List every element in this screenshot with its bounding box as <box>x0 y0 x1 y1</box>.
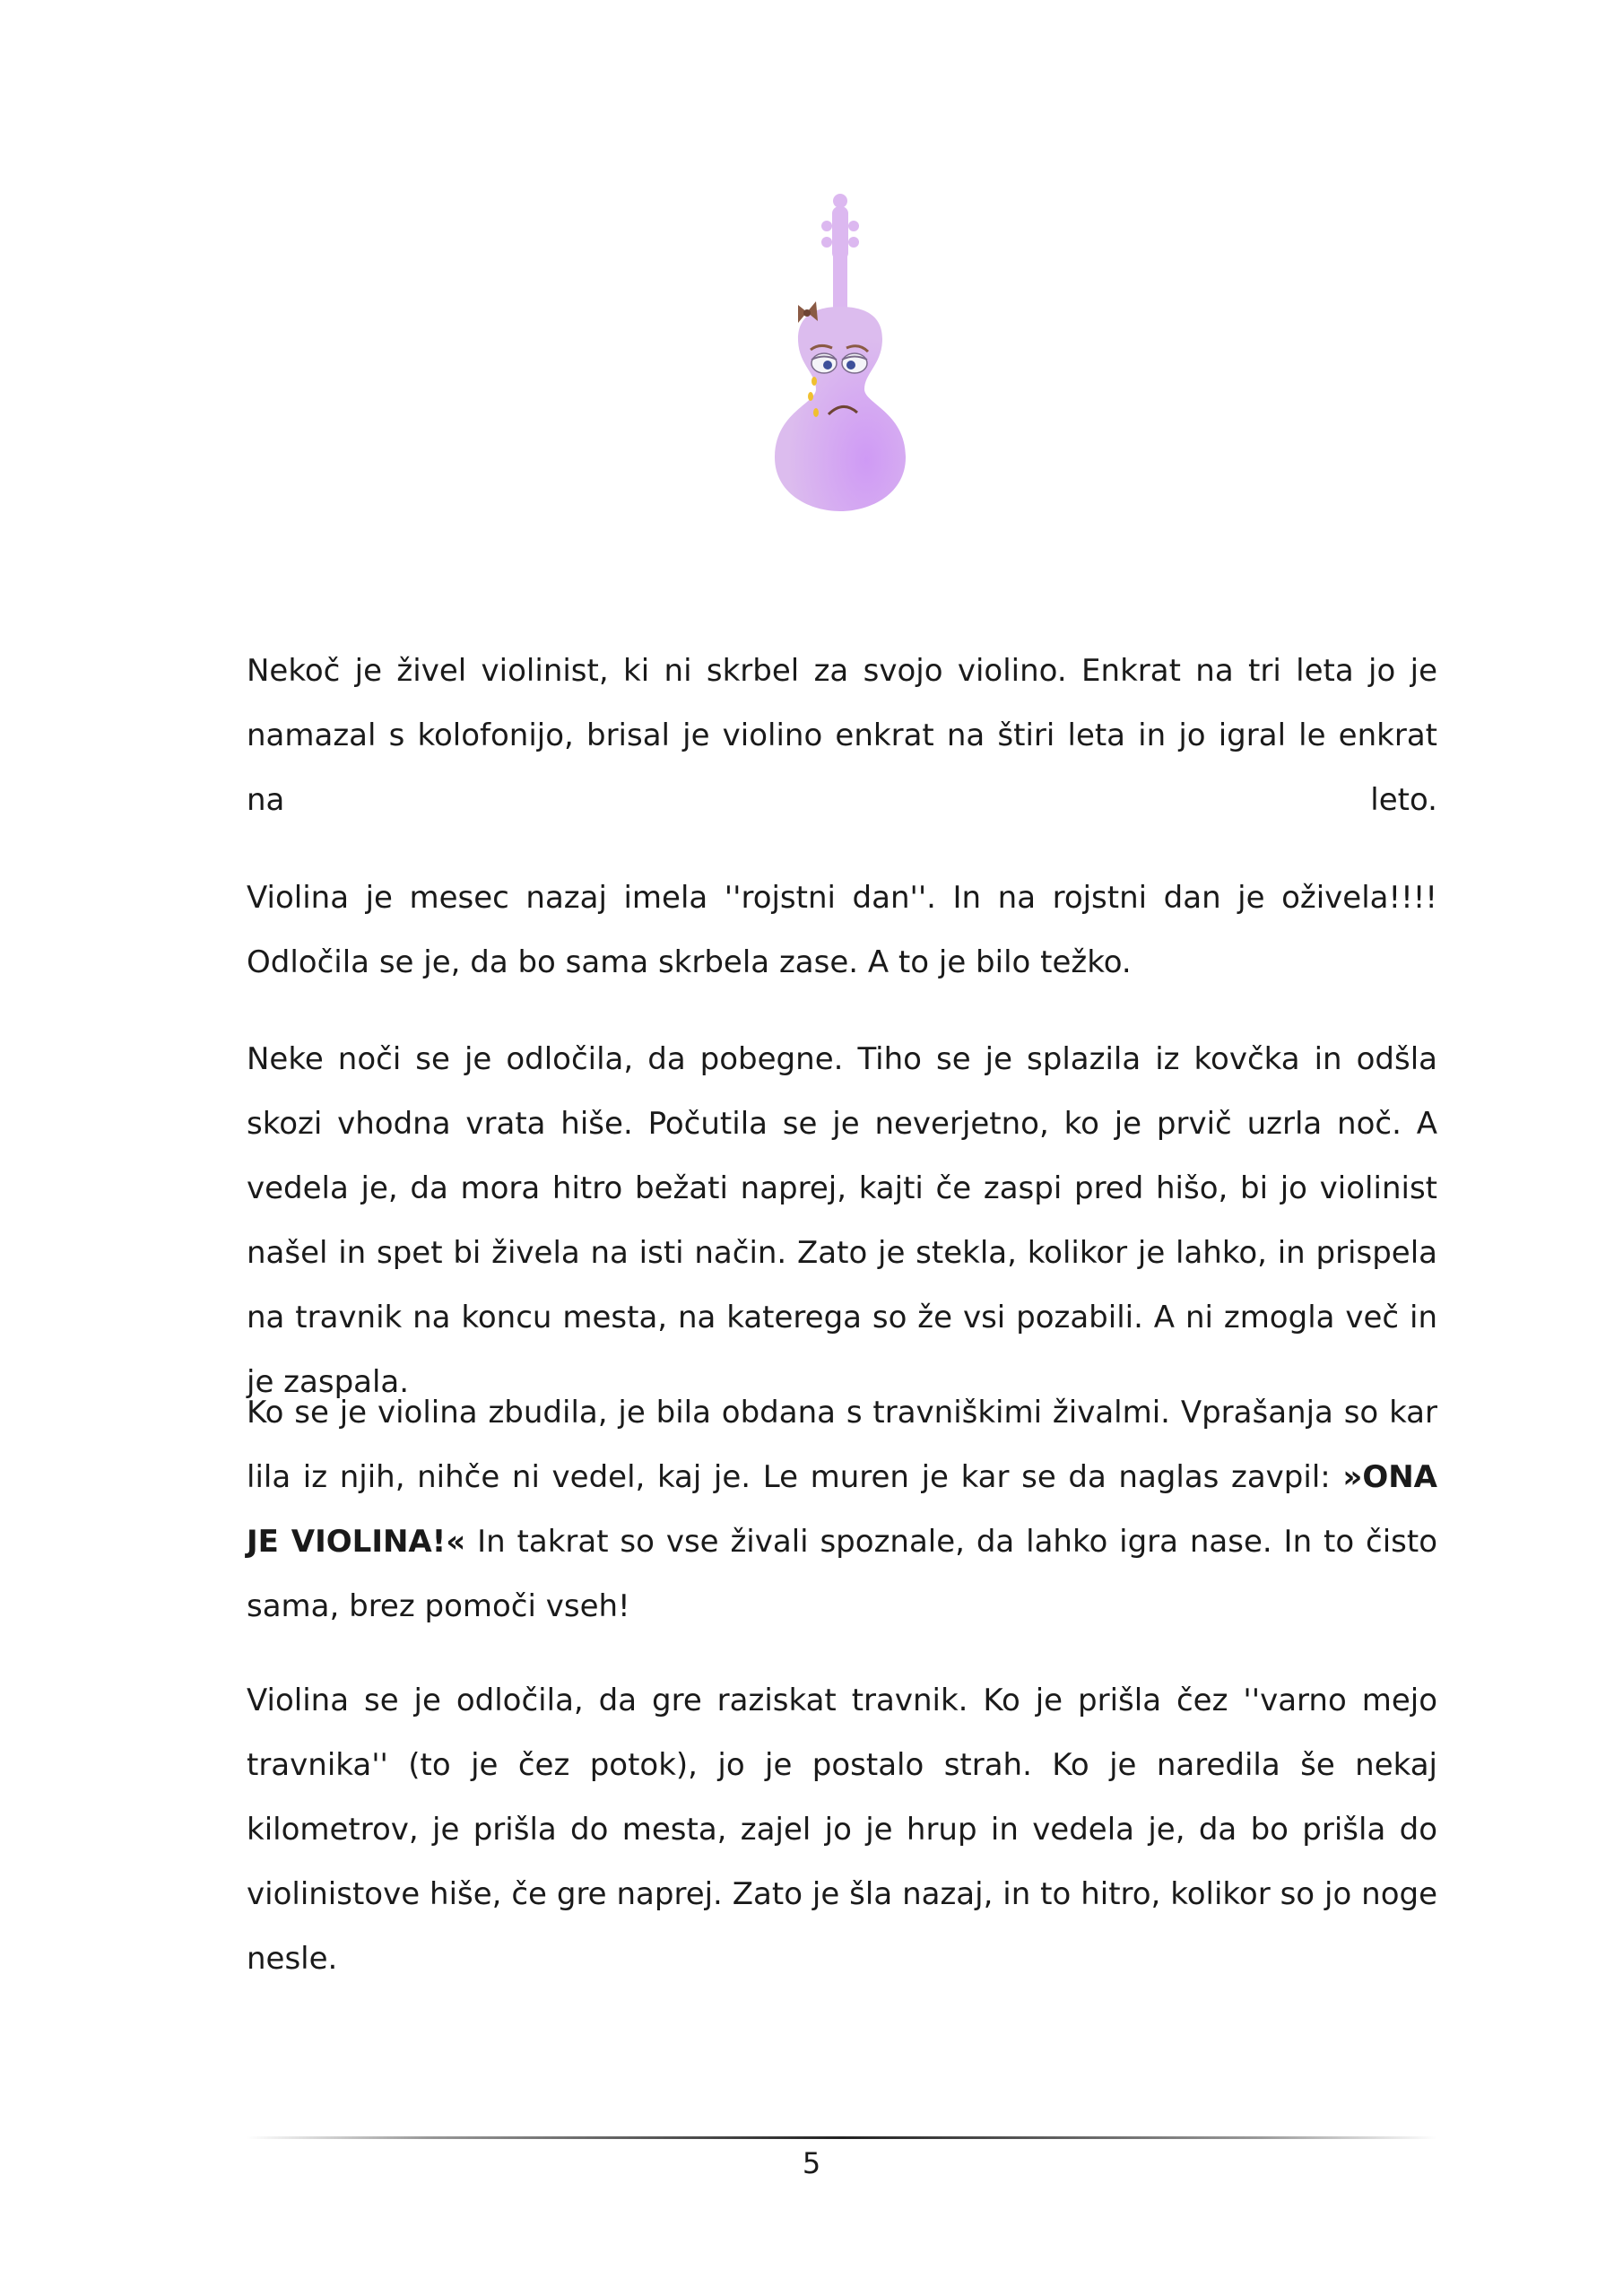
sad-violin-icon <box>764 188 916 516</box>
story-paragraph-4 <box>247 1380 1437 1639</box>
violin-exclamation: »ONA JE VIOLINA!« <box>247 1459 1437 1560</box>
story-paragraph-4-start: Ko se je violina zbudila, je bila obdana s travniškimi živalmi. Vprašanja so kar lila iz njih, nihče ni vedel, kaj je. Le muren je kar se da naglas zavpil: <box>247 1395 1437 1495</box>
story-paragraph-1: Nekoč je živel violinist, ki ni skrbel za svojo violino. Enkrat na tri leta jo je namazal s kolofonijo, brisal je violino enkrat na štiri leta in jo igral le enkrat na leto. <box>247 653 1437 818</box>
story-paragraph-5: Violina se je odločila, da gre raziskat travnik. Ko je prišla čez ''varno mejo travnika'' (to je čez potok), jo je postalo strah. Ko je naredila še nekaj kilometrov, je prišla do mesta, zajel jo je hrup in vedela je, da bo prišla do violinistove hiše, če gre naprej. Zato je šla nazaj, in to hitro, kolikor so jo noge nesle. <box>247 1683 1437 1977</box>
footer-divider <box>247 2136 1437 2139</box>
story-paragraph-3: Neke noči se je odločila, da pobegne. Tiho se je splazila iz kovčka in odšla skozi vhodna vrata hiše. Počutila se je neverjetno, ko je prvič uzrla noč. A vedela je, da mora hitro bežati naprej, kajti če zaspi pred hišo, bi jo violinist našel in spet bi živela na isti način. Zato je stekla, kolikor je lahko, in prispela na travnik na koncu mesta, na katerega so že vsi pozabili. A ni zmogla več in je zaspala. <box>247 1041 1437 1400</box>
page-number: 5 <box>802 2146 821 2180</box>
story-paragraph-2: Violina je mesec nazaj imela ''rojstni dan''. In na rojstni dan je oživela!!!! Odločila se je, da bo sama skrbela zase. A to je bilo težko. <box>247 880 1437 980</box>
story-paragraph-4-end: In takrat so vse živali spoznale, da lahko igra nase. In to čisto sama, brez pomoči vseh! <box>247 1524 1438 1624</box>
